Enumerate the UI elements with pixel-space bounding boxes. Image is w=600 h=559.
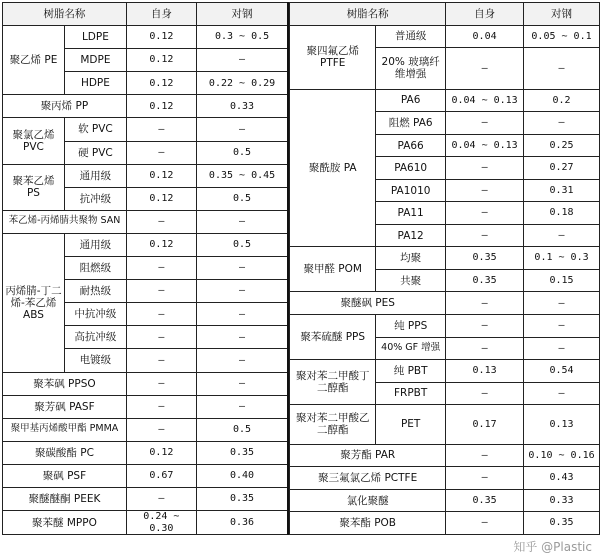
value-steel: — [524,315,600,338]
value-self: 0.12 [126,95,196,118]
value-steel: — [524,112,600,135]
resin-label-ppso: 聚苯砜 PPSO [3,372,127,395]
value-self: — [446,224,524,247]
value-self: — [446,512,524,535]
value-self: — [126,372,196,395]
value-steel: 0.5 [196,141,288,164]
resin-label-pasf: 聚芳砜 PASF [3,395,127,418]
value-self: 0.67 [126,464,196,487]
value-self: — [446,292,524,315]
value-self: — [446,467,524,490]
grade: PA12 [376,224,446,247]
value-steel: 0.33 [524,489,600,512]
value-self: — [126,418,196,441]
left-friction-table [2,2,289,535]
value-steel: 0.22 ~ 0.29 [196,72,288,95]
value-self: — [446,157,524,180]
value-steel: 0.33 [196,95,288,118]
grade: 20% 玻璃纤维增强 [376,48,446,90]
grade: 电镀级 [64,349,126,372]
value-self: — [126,487,196,510]
grade: 阻燃级 [64,257,126,280]
value-steel: — [524,48,600,90]
value-self: 0.35 [446,247,524,270]
value-self: 0.12 [126,26,196,49]
value-steel: 0.35 [196,441,288,464]
resin-label-pbt: 聚对苯二甲酸丁二醇酯 [290,360,376,405]
resin-label-ptfe: 聚四氟乙烯 PTFE [290,25,376,89]
value-self: — [126,395,196,418]
header-self: 自身 [126,3,196,26]
value-steel: 0.2 [524,89,600,112]
value-steel: 0.31 [524,179,600,202]
grade: PA1010 [376,179,446,202]
header-steel: 对钢 [196,3,288,26]
resin-label-par: 聚芳酯 PAR [290,444,446,467]
value-self: — [126,118,196,141]
grade: 通用级 [64,164,126,187]
resin-label-pes: 聚醚砜 PES [290,292,446,315]
value-steel: — [196,349,288,372]
grade: FRPBT [376,382,446,405]
value-self: 0.04 [446,25,524,48]
value-self: — [126,280,196,303]
value-steel: 0.27 [524,157,600,180]
grade: 纯 PBT [376,360,446,383]
value-self: 0.12 [126,49,196,72]
resin-label-san: 苯乙烯-丙烯腈共聚物 SAN [3,210,127,233]
grade: 硬 PVC [64,141,126,164]
grade: 纯 PPS [376,315,446,338]
grade: 40% GF 增强 [376,337,446,360]
grade: LDPE [64,26,126,49]
resin-label-pob: 聚苯酯 POB [290,512,446,535]
value-self: — [446,112,524,135]
resin-label-pom: 聚甲醛 POM [290,247,376,292]
value-steel: — [196,118,288,141]
value-self: — [446,315,524,338]
value-steel: — [196,395,288,418]
value-steel: — [196,280,288,303]
resin-label-ps: 聚苯乙烯 PS [3,164,65,210]
value-steel: — [196,372,288,395]
value-self: — [126,326,196,349]
header-name: 树脂名称 [3,3,127,26]
value-steel: 0.43 [524,467,600,490]
value-steel: 0.5 [196,418,288,441]
value-steel: — [196,326,288,349]
value-steel: 0.5 [196,187,288,210]
value-steel: 0.3 ~ 0.5 [196,26,288,49]
grade: 高抗冲级 [64,326,126,349]
resin-label-psf: 聚砜 PSF [3,464,127,487]
resin-label-cpe: 氯化聚醚 [290,489,446,512]
grade: PA11 [376,202,446,225]
value-self: 0.12 [126,441,196,464]
value-steel: 0.25 [524,134,600,157]
grade: 耐热级 [64,280,126,303]
grade: 共聚 [376,269,446,292]
value-steel: 0.15 [524,269,600,292]
value-steel: 0.18 [524,202,600,225]
value-steel: 0.35 [524,512,600,535]
value-self: — [446,382,524,405]
grade: 抗冲级 [64,187,126,210]
grade: MDPE [64,49,126,72]
value-steel: — [524,224,600,247]
value-steel: 0.10 ~ 0.16 [524,444,600,467]
header-name: 树脂名称 [290,3,446,26]
resin-label-abs: 丙烯腈-丁二烯-苯乙烯 ABS [3,233,65,372]
value-self: 0.13 [446,360,524,383]
value-steel: 0.13 [524,405,600,445]
value-self: 0.24 ~ 0.30 [126,511,196,535]
value-self: — [126,303,196,326]
value-self: — [126,210,196,233]
resin-label-pctfe: 聚三氟氯乙烯 PCTFE [290,467,446,490]
value-self: — [446,202,524,225]
resin-label-pe: 聚乙烯 PE [3,26,65,95]
value-steel: — [524,382,600,405]
value-self: 0.04 ~ 0.13 [446,89,524,112]
value-steel: — [196,49,288,72]
grade: 软 PVC [64,118,126,141]
grade: 均聚 [376,247,446,270]
value-self: 0.12 [126,233,196,256]
value-steel: — [196,303,288,326]
value-steel: 0.35 ~ 0.45 [196,164,288,187]
grade: PET [376,405,446,445]
resin-label-pet: 聚对苯二甲酸乙二醇酯 [290,405,376,445]
value-steel: — [524,337,600,360]
value-self: — [126,349,196,372]
value-self: — [446,444,524,467]
value-steel: 0.40 [196,464,288,487]
grade: 通用级 [64,233,126,256]
value-steel: 0.05 ~ 0.1 [524,25,600,48]
grade: 阻燃 PA6 [376,112,446,135]
value-self: 0.12 [126,164,196,187]
right-friction-table [289,2,600,535]
value-steel: 0.36 [196,511,288,535]
value-self: — [126,257,196,280]
value-self: — [446,179,524,202]
resin-label-pa: 聚酰胺 PA [290,89,376,247]
grade: PA610 [376,157,446,180]
value-self: 0.35 [446,489,524,512]
value-self: — [446,337,524,360]
resin-label-peek: 聚醚醚酮 PEEK [3,487,127,510]
value-self: 0.12 [126,187,196,210]
grade: PA66 [376,134,446,157]
value-self: — [446,48,524,90]
value-self: 0.04 ~ 0.13 [446,134,524,157]
value-steel: 0.35 [196,487,288,510]
value-self: 0.35 [446,269,524,292]
grade: HDPE [64,72,126,95]
resin-label-pps: 聚苯硫醚 PPS [290,315,376,360]
value-self: 0.17 [446,405,524,445]
resin-label-pc: 聚碳酸酯 PC [3,441,127,464]
resin-label-mppo: 聚苯醚 MPPO [3,511,127,535]
grade: 中抗冲级 [64,303,126,326]
resin-label-pmma: 聚甲基丙烯酸甲酯 PMMA [3,418,127,441]
watermark: 知乎 @Plastic [513,540,592,554]
value-self: 0.12 [126,72,196,95]
header-self: 自身 [446,3,524,26]
value-steel: 0.54 [524,360,600,383]
value-steel: — [196,210,288,233]
header-steel: 对钢 [524,3,600,26]
value-steel: 0.5 [196,233,288,256]
value-self: — [126,141,196,164]
value-steel: 0.1 ~ 0.3 [524,247,600,270]
grade: 普通级 [376,25,446,48]
value-steel: — [524,292,600,315]
value-steel: — [196,257,288,280]
grade: PA6 [376,89,446,112]
resin-label-pp: 聚丙烯 PP [3,95,127,118]
resin-label-pvc: 聚氯乙烯 PVC [3,118,65,164]
